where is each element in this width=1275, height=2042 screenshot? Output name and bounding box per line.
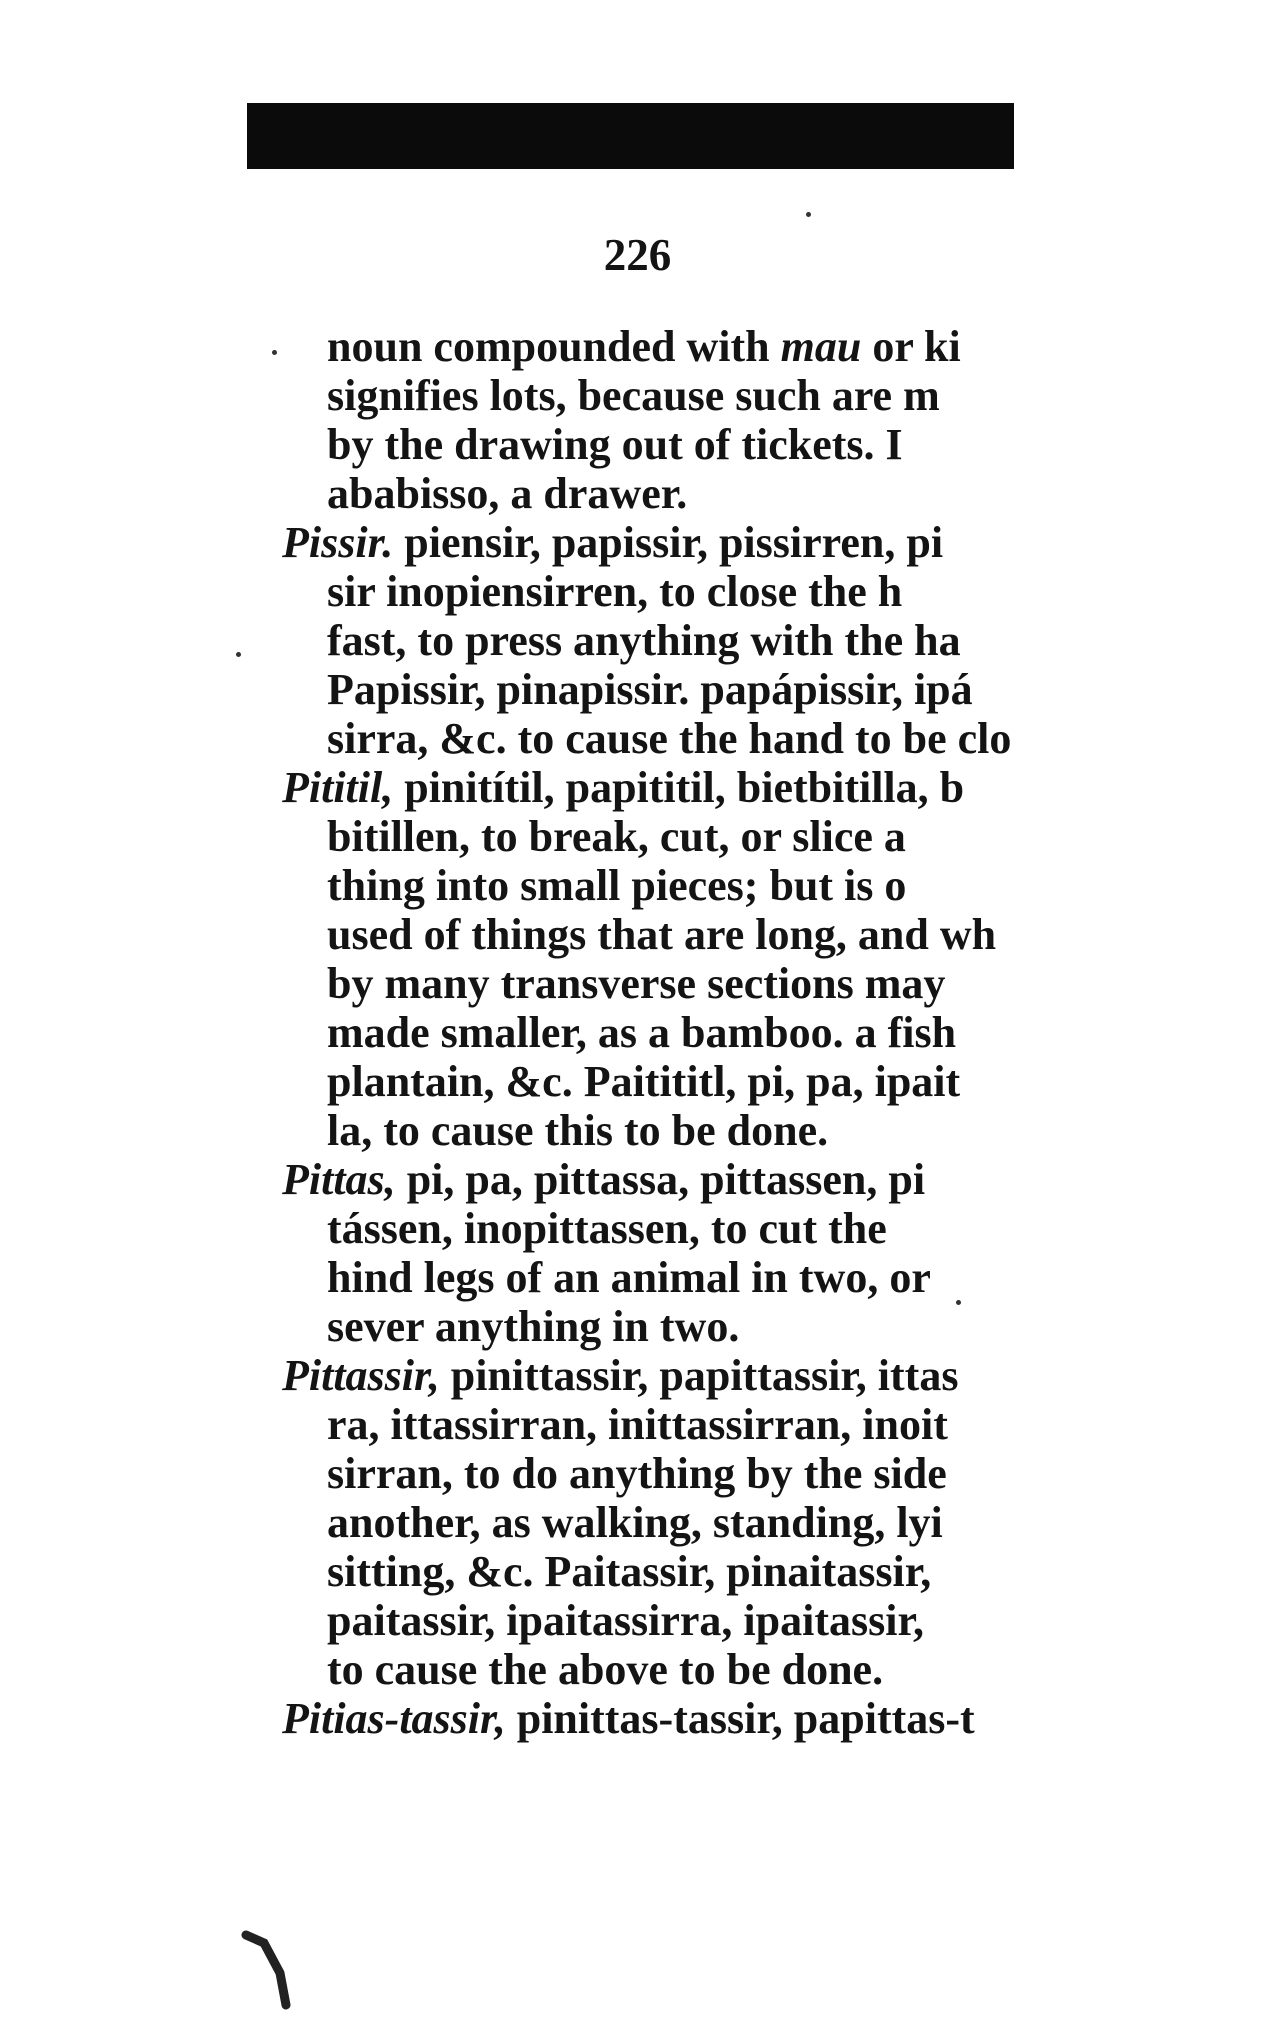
- text-line: sirra, &c. to cause the hand to be clo: [327, 714, 1012, 763]
- speck-mark: [236, 652, 241, 657]
- text-line: fast, to press anything with the ha: [327, 616, 961, 665]
- text-line: paitassir, ipaitassirra, ipaitassir,: [327, 1596, 924, 1645]
- text-line: by the drawing out of tickets. I: [327, 420, 903, 469]
- text-line: signifies lots, because such are m: [327, 371, 940, 420]
- bottom-scratch-mark: [240, 1925, 300, 2015]
- text-line: plantain, &c. Paitititl, pi, pa, ipait: [327, 1057, 961, 1106]
- entry-headword-line: Pissir. piensir, papissir, pissirren, pi: [282, 518, 944, 567]
- text-column: [282, 322, 1022, 1743]
- speck-mark: [272, 350, 277, 355]
- text-line: bitillen, to break, cut, or slice a: [327, 812, 906, 861]
- text-line: tássen, inopittassen, to cut the: [327, 1204, 887, 1253]
- entry-headword-line: Pittassir, pinittassir, papittassir, ittas: [282, 1351, 959, 1400]
- entry-headword-line: Pititil, pinitítil, papititil, bietbitilla, b: [282, 763, 965, 812]
- speck-mark: [806, 212, 811, 217]
- headword: Pittassir,: [282, 1351, 440, 1400]
- text-line: la, to cause this to be done.: [327, 1106, 829, 1155]
- headword: Pittas,: [282, 1155, 396, 1204]
- text-line: sir inopiensirren, to close the h: [327, 567, 903, 616]
- text-line: to cause the above to be done.: [327, 1645, 884, 1694]
- text-line: ababisso, a drawer.: [327, 469, 688, 518]
- text-line: used of things that are long, and wh: [327, 910, 997, 959]
- top-black-bar: [247, 103, 1014, 169]
- text-line: hind legs of an animal in two, or: [327, 1253, 931, 1302]
- text-line: noun compounded with mau or ki: [327, 322, 961, 371]
- text-line: sever anything in two.: [327, 1302, 740, 1351]
- text-line: sirran, to do anything by the side: [327, 1449, 947, 1498]
- headword: Pititil,: [282, 763, 394, 812]
- text-line: Papissir, pinapissir. papápissir, ipá: [327, 665, 973, 714]
- headword: Pissir.: [282, 518, 394, 567]
- speck-mark: [956, 1300, 961, 1305]
- headword: Pitias-tassir,: [282, 1694, 506, 1743]
- text-line: sitting, &c. Paitassir, pinaitassir,: [327, 1547, 932, 1596]
- text-line: thing into small pieces; but is o: [327, 861, 907, 910]
- entry-headword-line: Pittas, pi, pa, pittassa, pittassen, pi: [282, 1155, 926, 1204]
- text-line: made smaller, as a bamboo. a fish: [327, 1008, 957, 1057]
- text-line: by many transverse sections may: [327, 959, 946, 1008]
- page-number: 226: [603, 230, 672, 280]
- text-line: another, as walking, standing, lyi: [327, 1498, 943, 1547]
- entry-headword-line: Pitias-tassir, pinittas-tassir, papittas-t: [282, 1694, 975, 1743]
- text-line: ra, ittassirran, inittassirran, inoit: [327, 1400, 948, 1449]
